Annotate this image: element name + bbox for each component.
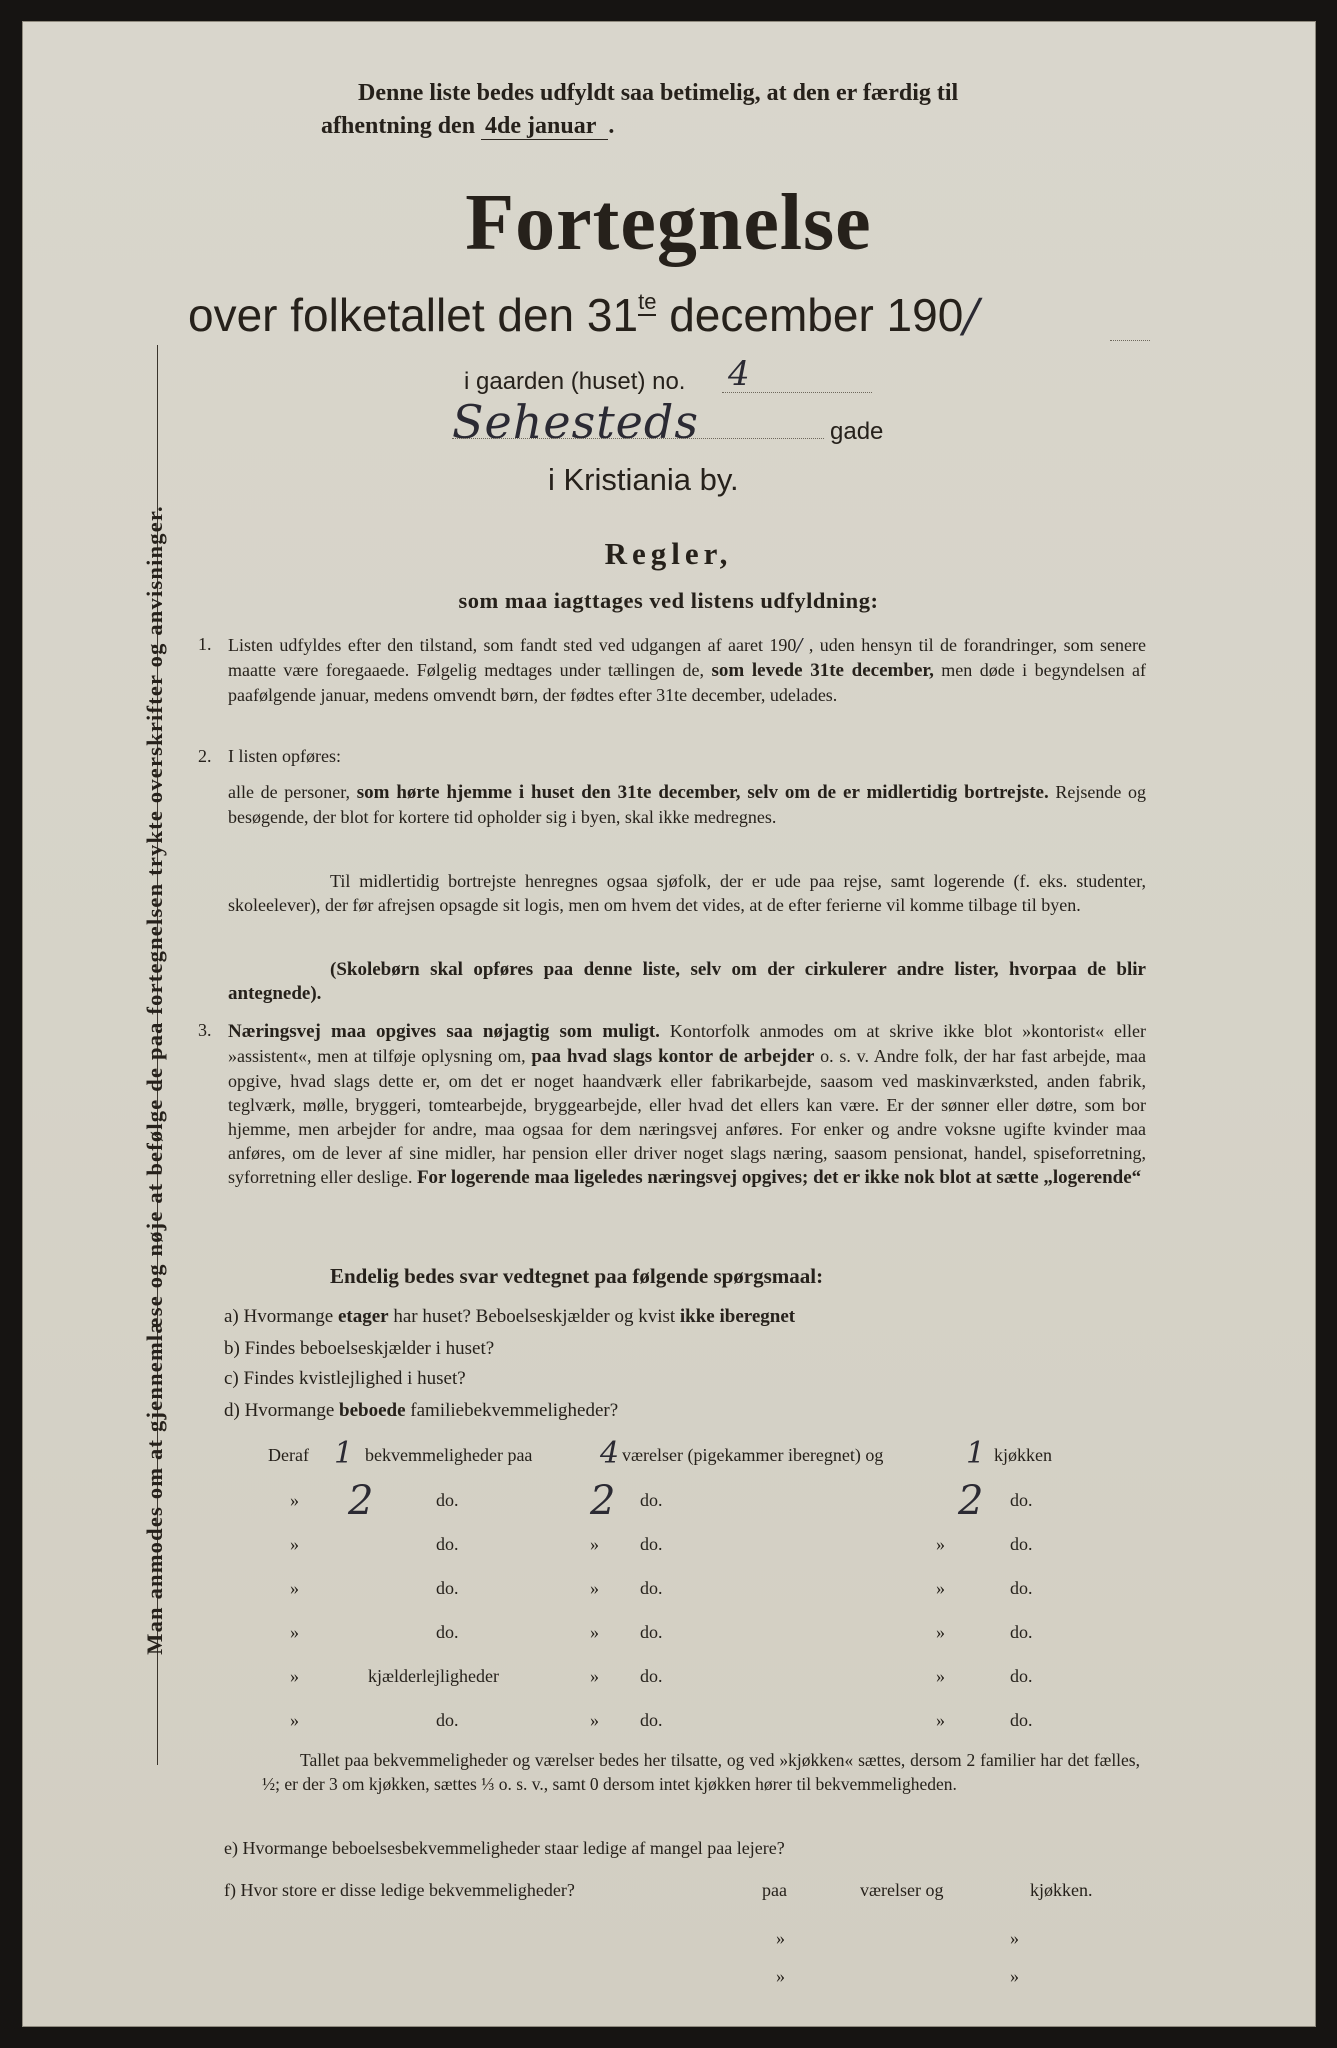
table-do: do. (640, 1666, 663, 1686)
rule-1-bold: som levede 31te december, (711, 660, 934, 681)
table-do: do. (1010, 1666, 1033, 1686)
rule-3-bold-2: paa hvad slags kontor de arbejder (531, 1046, 815, 1067)
subtitle-text: over folketallet den 31 (188, 289, 639, 341)
rule-2-c: Til midlertidig bortrejste henregnes ogsaa sjøfolk, der er ude paa rejse, samt logerende (f. eks. studenter, skoleelever), der før afrejsen opsagde sit logis, men om hvem det vides, at de efter ferierne vil komme tilbage til byen. (228, 871, 1146, 915)
rule-3-text-b: o. s. v. Andre folk, der har fast arbejde, maa opgive, hvad slags dette er, om det er noget haandværk eller fabrikarbejde, saasom ved maskinværksted, anden fabrik, teglværk, mølle, bryggeri, tomtearbejde, bryggearbejde, eller hvad det ellers kan være. Er der sønner eller døtre, som bor hjemme, men arbejder for andre, maa ogsaa for dem næringsvej anføres. For enker og andre voksne ugifte kvinder maa anføres, om de lever af sine midler, har pension eller driver noget slags næring, saasom pensionat, handel, spiseforretning, syforretning eller deslige. (228, 1046, 1147, 1187)
table-quote: » (936, 1666, 945, 1686)
table-r0-n1: 1 (334, 1436, 354, 1471)
table-do: do. (640, 1490, 663, 1510)
table-quote: » (936, 1534, 945, 1554)
table-do: do. (436, 1622, 459, 1642)
table-header-3: kjøkken (994, 1445, 1052, 1465)
gade-label: gade (830, 418, 884, 445)
rule-2-number: 2. (198, 746, 212, 766)
table-quote: » (290, 1578, 299, 1598)
notice-line-2 (321, 113, 614, 140)
question-b (224, 1338, 494, 1360)
city-label: i Kristiania by. (548, 462, 739, 497)
year-handwritten: / (963, 288, 979, 342)
table-do: do. (1010, 1622, 1033, 1642)
table-do: do. (1010, 1578, 1033, 1598)
question-f-paa: paa (762, 1880, 787, 1900)
table-do: do. (640, 1710, 663, 1730)
table-quote: » (936, 1578, 945, 1598)
table-do: do. (640, 1534, 663, 1554)
table-quote: » (776, 1966, 785, 1986)
table-quote: » (590, 1534, 599, 1554)
table-do: do. (436, 1534, 459, 1554)
table-quote: » (1010, 1928, 1019, 1948)
table-quote: » (590, 1578, 599, 1598)
notice-suffix: . (608, 113, 615, 139)
table-quote: » (936, 1622, 945, 1642)
question-a-pre: Hvormange (243, 1306, 334, 1327)
house-label: i gaarden (huset) no. (464, 368, 686, 395)
question-b-label: b) (224, 1338, 240, 1359)
table-quote: » (290, 1710, 299, 1730)
rule-1-year-handwritten: / (796, 635, 803, 656)
page-title: Fortegnelse (465, 179, 872, 267)
rule-2-heading: I listen opføres: (228, 746, 341, 766)
rule-3-bold-3: For logerende maa ligeledes næringsvej opgives; det er ikke nok blot at sætte „logerende“ (416, 1167, 1142, 1188)
table-r1-n3: 2 (958, 1478, 984, 1524)
question-c-label: c) (224, 1368, 239, 1389)
question-f-kjokken: kjøkken. (1030, 1880, 1093, 1900)
question-f-vaerelser: værelser og (860, 1880, 944, 1900)
question-e-text: Hvormange beboelsesbekvemmeligheder staar ledige af mangel paa lejere? (242, 1838, 785, 1858)
table-quote: » (590, 1710, 599, 1730)
side-instruction: Man anmodes om at gjennemlæse og nøje at befølge de paa fortegnelsen trykte overskrifter og anvisninger. (142, 505, 167, 1655)
question-d-label: d) (224, 1400, 240, 1421)
question-f-text: Hvor store er disse ledige bekvemmeligheder? (240, 1880, 575, 1900)
table-do: do. (436, 1490, 459, 1510)
table-r0-n2: 4 (600, 1436, 620, 1471)
table-quote: » (290, 1666, 299, 1686)
pickup-date: 4de januar (481, 113, 608, 140)
question-c (224, 1368, 466, 1390)
table-quote: » (776, 1928, 785, 1948)
question-a-bold: etager (337, 1306, 389, 1327)
rule-3 (228, 1019, 1146, 1190)
table-header-2: værelser (pigekammer iberegnet) og (622, 1445, 884, 1465)
rule-2-d: (Skolebørn skal opføres paa denne liste, selv om der cirkulerer andre lister, hvorpaa de blir antegnede). (228, 959, 1146, 1004)
rule-1-text-c: men døde i begyndelsen af paafølgende januar, medens omvendt børn, der fødtes efter 31te december, udelades. (228, 660, 1147, 705)
question-d-pre: Hvormange (244, 1400, 335, 1421)
rule-3-number: 3. (198, 1020, 212, 1040)
question-a-mid: har huset? Beboelseskjælder og kvist (393, 1306, 676, 1327)
table-quote: » (936, 1710, 945, 1730)
rule-3-bold-1: Næringsvej maa opgives saa nøjagtig som muligt. (228, 1021, 660, 1042)
table-do: do. (1010, 1534, 1033, 1554)
question-a-label: a) (224, 1306, 239, 1327)
house-number-dotline (722, 392, 872, 393)
year-dotline (1110, 340, 1150, 341)
rule-1-number: 1. (198, 634, 212, 654)
table-r1-n1: 2 (348, 1478, 374, 1524)
street-handwritten: Sehesteds (452, 395, 699, 449)
subtitle (188, 288, 979, 342)
rule-2-a (228, 780, 1146, 829)
question-f-label: f) (224, 1880, 236, 1900)
question-b-text: Findes beboelseskjælder i huset? (244, 1338, 495, 1359)
table-quote: » (290, 1490, 299, 1510)
table-do: do. (1010, 1710, 1033, 1730)
rule-2-text-a: alle de personer, (228, 782, 351, 802)
questions-heading: Endelig bedes svar vedtegnet paa følgende spørgsmaal: (330, 1264, 824, 1288)
table-r0-n3: 1 (966, 1436, 986, 1471)
table-do: do. (1010, 1490, 1033, 1510)
table-header-1: bekvemmeligheder paa (365, 1445, 533, 1465)
question-d-bold: beboede (339, 1400, 406, 1421)
table-quote: » (590, 1622, 599, 1642)
rules-subheading: som maa iagttages ved listens udfyldning: (458, 588, 879, 613)
table-quote: » (290, 1622, 299, 1642)
subtitle-text-after: december 190 (656, 289, 964, 341)
question-c-text: Findes kvistlejlighed i huset? (243, 1368, 466, 1389)
table-deraf: Deraf (268, 1445, 309, 1465)
table-do: do. (436, 1578, 459, 1598)
question-e-label: e) (224, 1838, 238, 1858)
question-d (224, 1400, 618, 1422)
question-d-post: familiebekvemmeligheder? (410, 1400, 619, 1421)
house-number-handwritten: 4 (728, 354, 750, 394)
table-r1-n2: 2 (590, 1478, 616, 1524)
rule-1 (228, 633, 1146, 707)
rule-1-text-a: Listen udfyldes efter den tilstand, som fandt sted ved udgangen af aaret 190 (228, 635, 797, 655)
table-note: Tallet paa bekvemmeligheder og værelser bedes her tilsatte, og ved »kjøkken« sættes, dersom 2 familier har det fælles, ½; er der 3 om kjøkken, sættes ⅓ o. s. v., samt 0 dersom intet kjøkken hører til bekvemmeligheden. (262, 1750, 1140, 1794)
street-dotline (452, 438, 824, 439)
rules-heading: Regler, (604, 536, 733, 571)
table-quote: » (290, 1534, 299, 1554)
notice-line-1: Denne liste bedes udfyldt saa betimelig, at den er færdig til (358, 80, 959, 106)
subtitle-sup: te (638, 289, 657, 314)
table-do: do. (436, 1710, 459, 1730)
rule-3-text-a: Kontorfolk anmodes om at skrive ikke blot »kontorist« eller »assistent«, men at tilføje oplysning om, (228, 1021, 1146, 1066)
rule-2-bold: som hørte hjemme i huset den 31te december, selv om de er midlertidig bortrejste. (356, 782, 1049, 803)
question-e (224, 1838, 785, 1859)
table-kjaelder: kjælderlejligheder (368, 1666, 499, 1686)
notice-prefix: afhentning den (321, 113, 482, 139)
rule-2-text-b: Rejsende og besøgende, der blot for kortere tid opholder sig i byen, skal ikke medregnes. (228, 782, 1146, 827)
question-f (224, 1880, 575, 1901)
rule-1-text-b: , uden hensyn til de forandringer, som senere maatte være foregaaede. Følgelig medtages under tællingen de, (228, 635, 1146, 680)
table-quote: » (590, 1666, 599, 1686)
question-a-bold-2: ikke iberegnet (679, 1306, 796, 1327)
table-quote: » (1010, 1966, 1019, 1986)
table-do: do. (640, 1578, 663, 1598)
question-a (224, 1306, 795, 1328)
table-do: do. (640, 1622, 663, 1642)
